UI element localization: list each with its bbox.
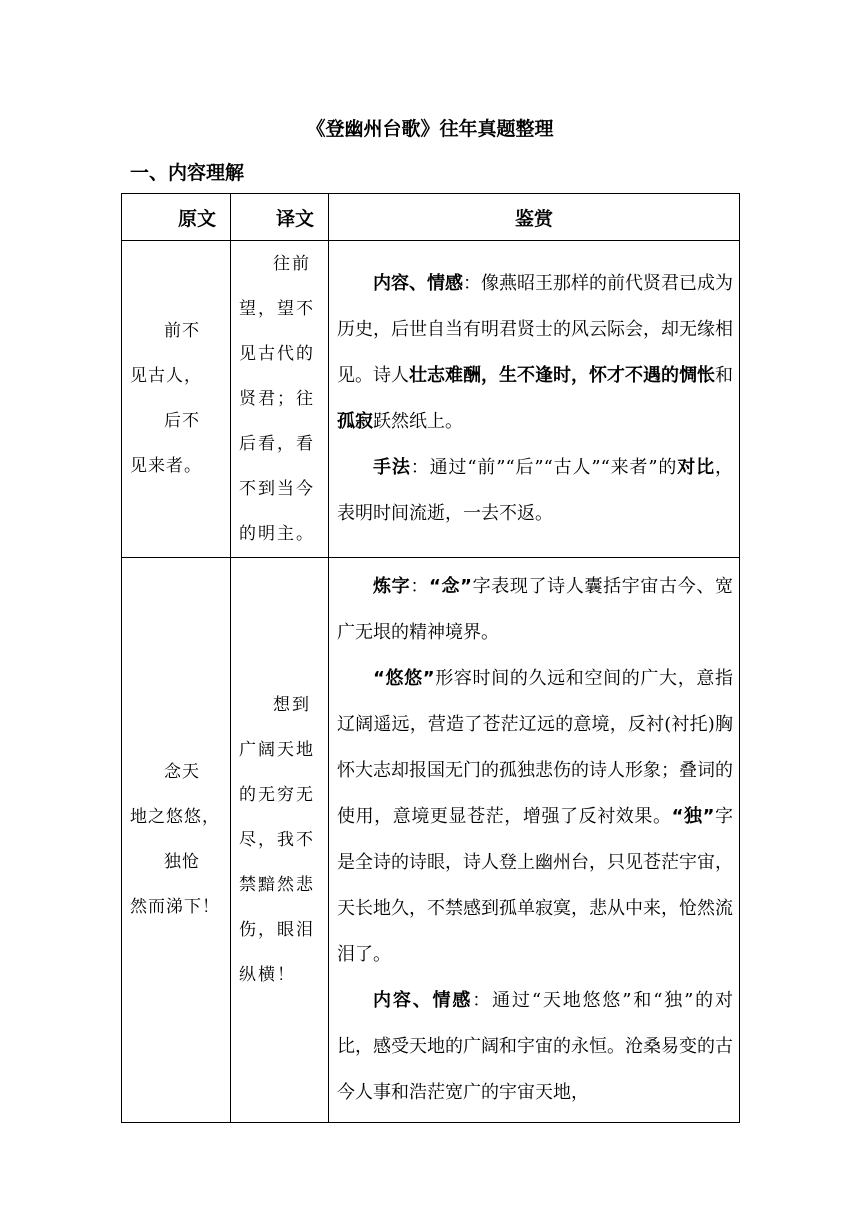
translation-line: 广阔天地 — [239, 739, 315, 760]
translation-line: 的无穷无 — [239, 784, 315, 805]
bold-phrase: 壮志难酬，生不逢时，怀才不遇的惆怅 — [409, 365, 715, 386]
translation-cell — [231, 558, 329, 1123]
paragraph-text: 跃然纸上。 — [373, 411, 463, 432]
paragraph-text: ：像燕昭王那样的前代贤君已成为历史，后世自当有明君贤士的风云际会，却无缘相见。诗人 — [337, 273, 733, 386]
appreciation-paragraph — [337, 564, 733, 656]
original-line: 后不 — [164, 411, 200, 431]
bold-phrase: 孤寂 — [337, 411, 373, 432]
table-header-row — [122, 194, 740, 241]
table-row — [122, 241, 740, 558]
translation-line: 禁黯然悲 — [239, 874, 315, 895]
bold-phrase: 对比 — [677, 457, 716, 478]
section-heading: 一、内容理解 — [130, 162, 245, 184]
bold-phrase: “独” — [671, 806, 715, 827]
table-row — [122, 558, 740, 1123]
translation-line: 的明主。 — [239, 523, 315, 544]
translation-line: 后看，看 — [239, 433, 315, 454]
header-appreciation: 鉴赏 — [329, 194, 740, 241]
bold-phrase: “悠悠” — [373, 668, 435, 689]
paragraph-text: 形容时间的久远和空间的广大，意指辽阔遥远，营造了苍茫辽远的意境，反衬(衬托)胸怀大志却报国无门的孤独悲伤的诗人形象；叠词的使用，意境更显苍茫，增强了反衬效果。 — [337, 668, 733, 827]
original-line: 见古人， — [130, 366, 202, 386]
appreciation-paragraph — [337, 978, 733, 1116]
header-translation: 译文 — [231, 194, 329, 241]
translation-line: 望，望不 — [239, 298, 315, 319]
paragraph-text: 和 — [715, 365, 733, 386]
content-table — [121, 193, 740, 1123]
original-line: 地之悠悠， — [130, 807, 220, 827]
paragraph-label: 手法 — [373, 457, 411, 478]
original-line: 独怆 — [164, 852, 200, 872]
original-cell — [122, 241, 231, 558]
paragraph-label: 内容、情感 — [373, 273, 463, 294]
translation-line: 见古代的 — [239, 343, 315, 364]
bold-phrase: “念” — [428, 576, 472, 597]
translation-line: 纵横！ — [239, 964, 296, 985]
paragraph-text: ：通过“前”“后”“古人”“来者”的 — [410, 457, 678, 478]
original-line: 念天 — [164, 762, 200, 782]
appreciation-cell — [329, 558, 740, 1123]
header-original: 原文 — [122, 194, 231, 241]
paragraph-text: ：通过“天地悠悠”和“独”的对比，感受天地的广阔和宇宙的永恒。沧桑易变的古今人事和浩茫宽广的宇宙天地， — [337, 990, 734, 1103]
original-cell — [122, 558, 231, 1123]
original-line: 前不 — [164, 321, 200, 341]
appreciation-paragraph — [337, 261, 733, 445]
translation-line: 往前 — [273, 253, 311, 274]
page-title: 《登幽州台歌》往年真题整理 — [306, 118, 554, 140]
translation-cell — [231, 241, 329, 558]
original-line: 见来者。 — [130, 456, 202, 476]
paragraph-text: ： — [410, 576, 429, 597]
translation-line: 想到 — [273, 694, 311, 715]
paragraph-label: 炼字 — [373, 576, 411, 597]
translation-line: 贤君；往 — [239, 388, 315, 409]
paragraph-text: 字是全诗的诗眼，诗人登上幽州台，只见苍茫宇宙，天长地久，不禁感到孤单寂寞，悲从中来，怆然流泪了。 — [337, 806, 734, 965]
translation-line: 不到当今 — [239, 478, 315, 499]
original-line: 然而涕下！ — [130, 897, 220, 917]
appreciation-cell — [329, 241, 740, 558]
translation-line: 伤，眼泪 — [239, 919, 315, 940]
paragraph-text: ，表明时间流逝，一去不返。 — [337, 457, 734, 524]
paragraph-text: 字表现了诗人囊括宇宙古今、宽广无垠的精神境界。 — [337, 576, 734, 643]
appreciation-paragraph — [337, 656, 733, 978]
paragraph-label: 内容、情感 — [373, 990, 473, 1011]
translation-line: 尽，我不 — [239, 829, 315, 850]
appreciation-paragraph — [337, 445, 733, 537]
